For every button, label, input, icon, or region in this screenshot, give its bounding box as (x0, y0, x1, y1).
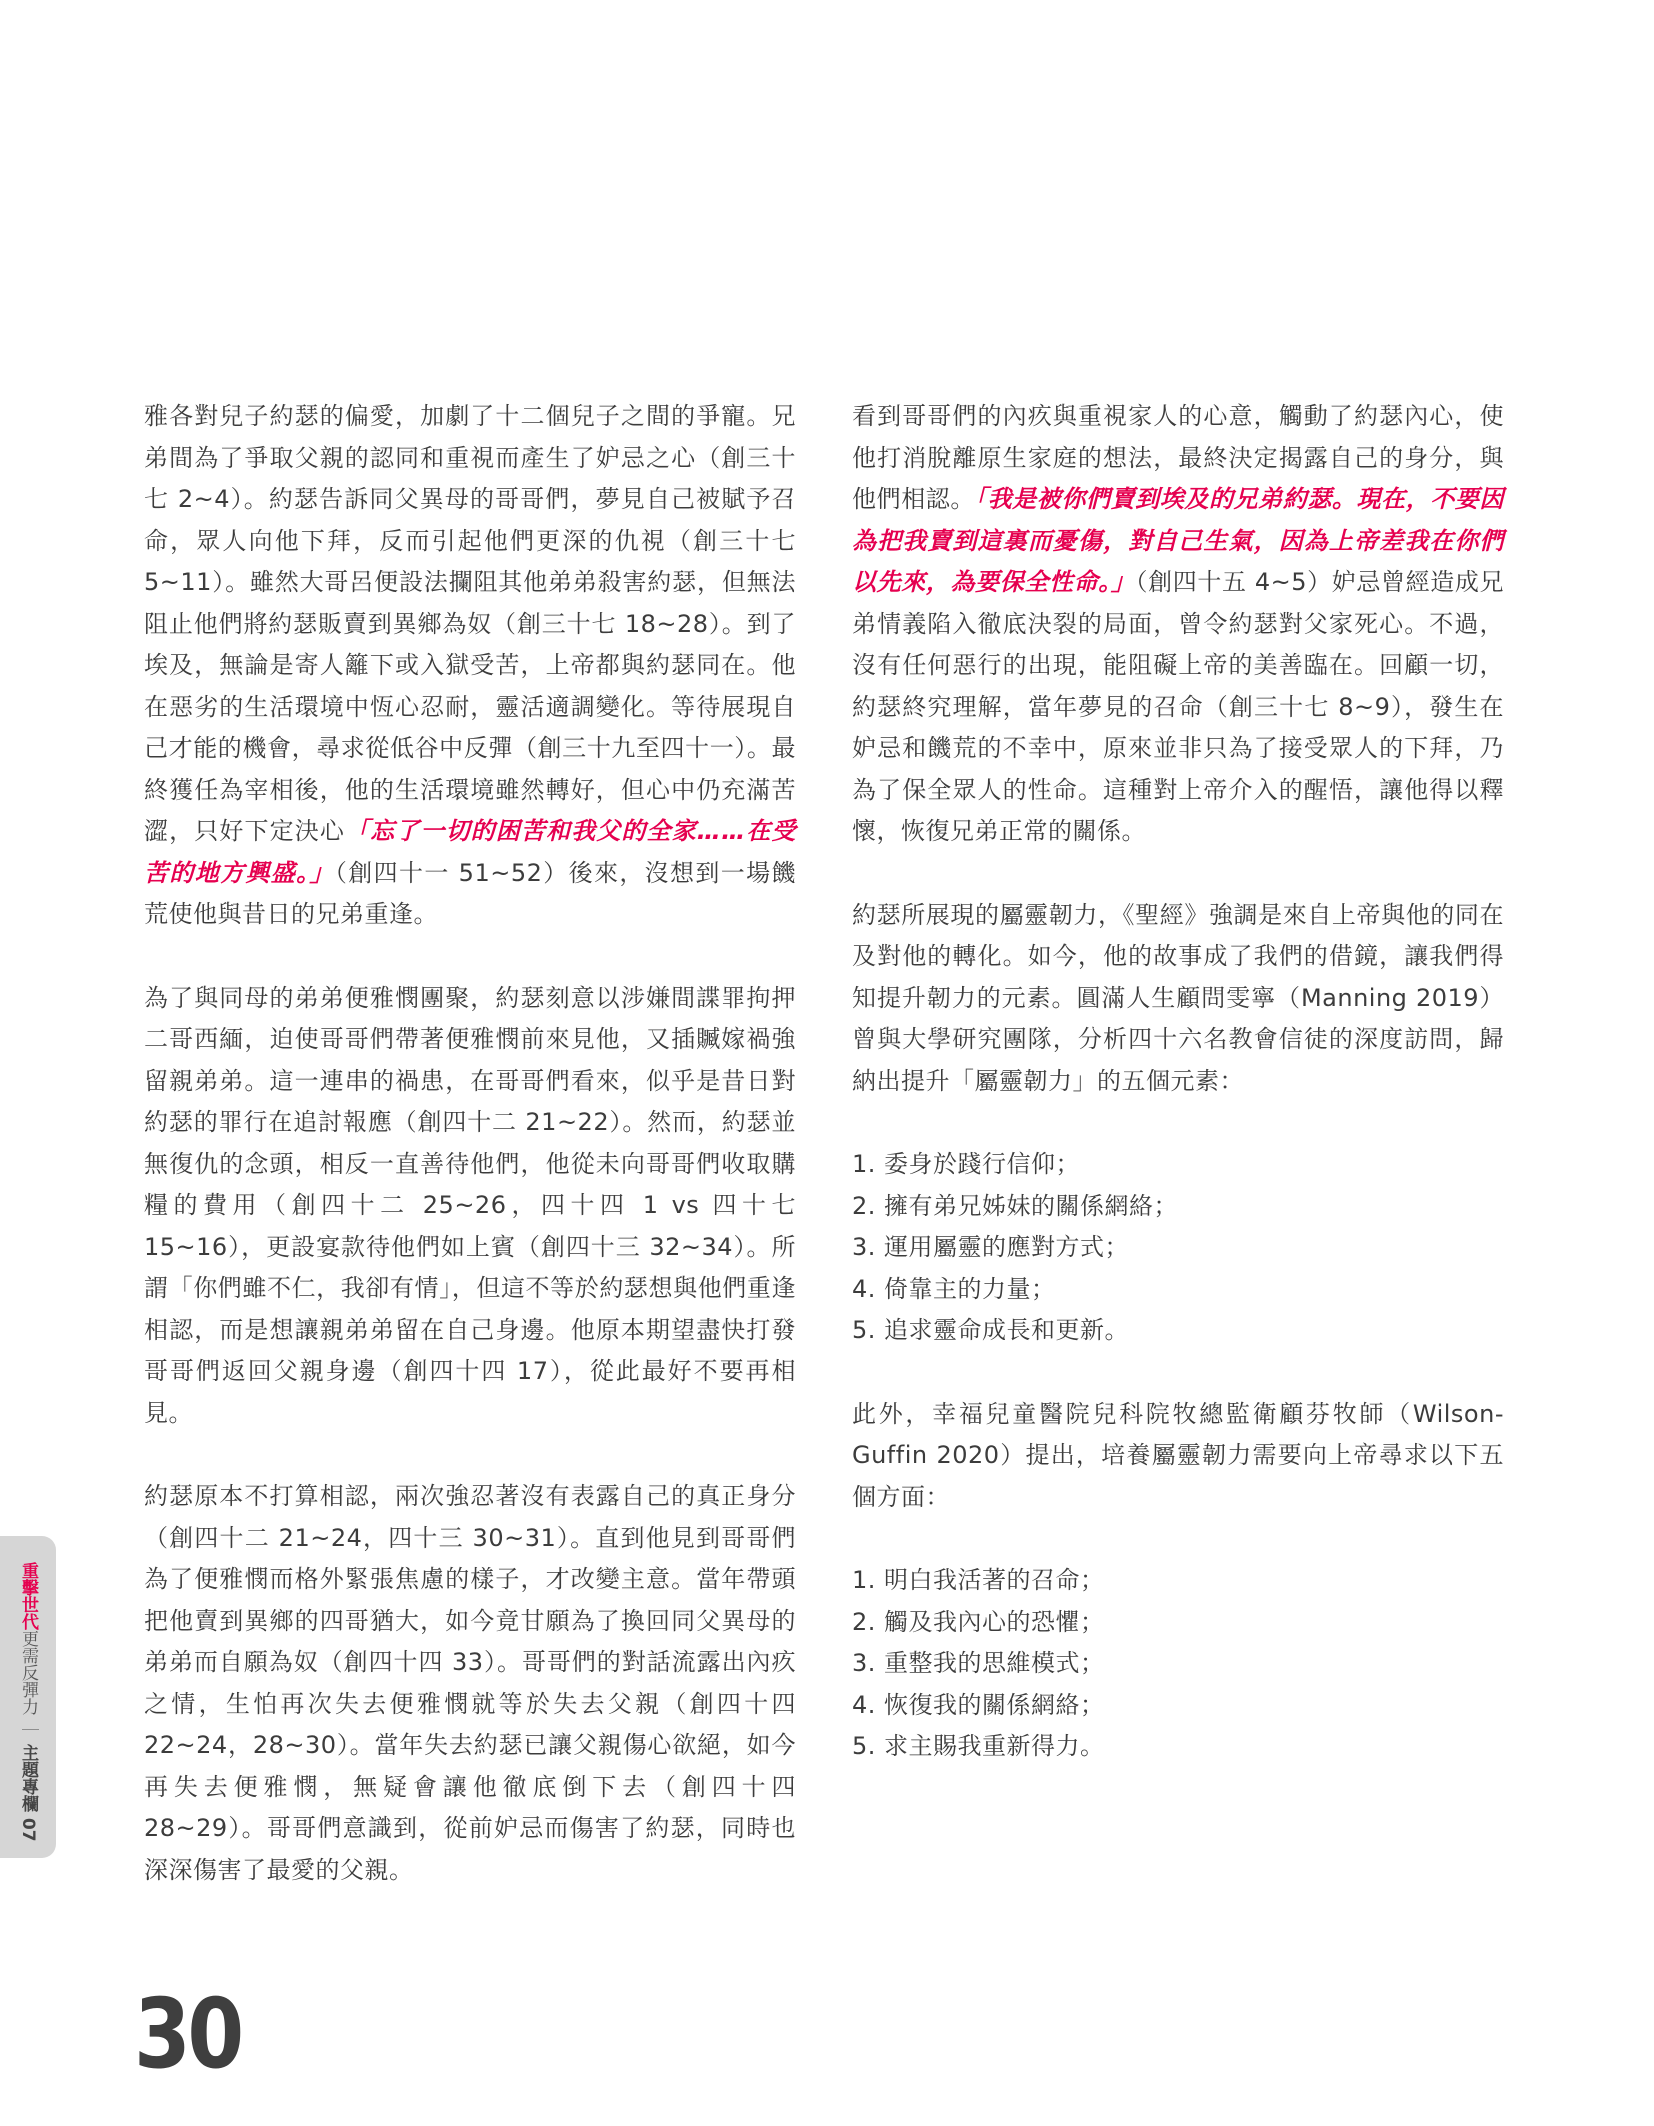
list-item: 2. 擁有弟兄姊妹的關係網絡； (852, 1191, 1179, 1220)
section-title-text: 更需反彈力 (18, 1630, 38, 1715)
text-run: 看到哥哥們的內疚與重視家人的心意，觸動了約瑟內心，使他打消脫離原生家庭的想法，最終決定揭露自己的身分，與他們相認。 (852, 402, 1504, 513)
highlight-quote: 「我是被你們賣到埃及的兄弟約瑟。現在，不要因為把我賣到這裏而憂傷，對自己生氣，因為上帝差我在你們以先來，為要保全性命。」 (852, 485, 1505, 596)
highlight-quote: 「忘了一切的困苦和我父的全家……在受苦的地方興盛。」 (144, 817, 796, 887)
list-item: 5. 追求靈命成長和更新。 (852, 1316, 1130, 1344)
column-name-text: 主題專欄 07 (18, 1744, 38, 1842)
text-run: （創四十一 51~52）後來，沒想到一場饑荒使他與昔日的兄弟重逢。 (144, 858, 796, 928)
right-paragraph-1 (852, 396, 1504, 853)
list-item: 1. 委身於踐行信仰； (852, 1150, 1081, 1178)
left-paragraph-3: 約瑟原本不打算相認，兩次強忍著沒有表露自己的真正身分（創四十二 21~24，四十三 30~31）。直到他見到哥哥們為了便雅憫而格外緊張焦慮的樣子，才改變主意。當年帶頭把他賣到異鄉的四哥猶大，如今竟甘願為了換回同父異母的弟弟而自願為奴（創四十四 33）。哥哥們的對話流露出內疚之情，生怕再次失去便雅憫就等於失去父親（創四十四 22~24，28~30）。當年失去約瑟已讓父親傷心欲絕，如今再失去便雅憫，無疑會讓他徹底倒下去（創四十四 28~29）。哥哥們意識到，從前妒忌而傷害了約瑟，同時也深深傷害了最愛的父親。 (144, 1482, 796, 1884)
text-run: 雅各對兒子約瑟的偏愛，加劇了十二個兒子之間的爭寵。兄弟間為了爭取父親的認同和重視而產生了妒忌之心（創三十七 2~4）。約瑟告訴同父異母的哥哥們，夢見自己被賦予召命，眾人向他下拜，反而引起他們更深的仇視（創三十七 5~11）。雖然大哥呂便設法攔阻其他弟弟殺害約瑟，但無法阻止他們將約瑟販賣到異鄉為奴（創三十七 18~28）。到了埃及，無論是寄人籬下或入獄受苦，上帝都與約瑟同在。他在惡劣的生活環境中恆心忍耐，靈活適調變化。等待展現自己才能的機會，尋求從低谷中反彈（創三十九至四十一）。最終獲任為宰相後，他的生活環境雖然轉好，但心中仍充滿苦澀，只好下定決心 (144, 402, 796, 845)
list-item: 3. 運用屬靈的應對方式； (852, 1233, 1130, 1261)
list-item: 2. 觸及我內心的恐懼； (852, 1607, 1105, 1636)
list-item: 1. 明白我活著的召命； (852, 1566, 1105, 1594)
left-paragraph-2: 為了與同母的弟弟便雅憫團聚，約瑟刻意以涉嫌間諜罪拘押二哥西緬，迫使哥哥們帶著便雅憫前來見他，又插贓嫁禍強留親弟弟。這一連串的禍患，在哥哥們看來，似乎是昔日對約瑟的罪行在追討報應（創四十二 21~22）。然而，約瑟並無復仇的念頭，相反一直善待他們，他從未向哥哥們收取購糧的費用（創四十二 25~26，四十四 1 vs 四十七 15~16），更設宴款待他們如上賓（創四十三 32~34）。所謂「你們雖不仁，我卻有情」，但這不等於約瑟想與他們重逢相認，而是想讓親弟弟留在自己身邊。他原本期望盡快打發哥哥們返回父親身邊（創四十四 17），從此最好不要再相見。 (144, 983, 796, 1427)
page-number: 30 (134, 1978, 241, 2090)
section-accent-text: 重擊世代 (18, 1562, 38, 1630)
list-item: 5. 求主賜我重新得力。 (852, 1732, 1105, 1760)
seek-god-aspects-list (852, 1560, 1504, 1768)
right-paragraph-3: 此外，幸福兒童醫院兒科院牧總監衛顧芬牧師（Wilson-Guffin 2020）提出，培養屬靈韌力需要向上帝尋求以下五個方面： (852, 1399, 1504, 1511)
left-paragraph-1 (144, 396, 796, 936)
right-paragraph-2: 約瑟所展現的屬靈韌力，《聖經》強調是來自上帝與他的同在及對他的轉化。如今，他的故事成了我們的借鏡，讓我們得知提升韌力的元素。圓滿人生顧問雯寧（Manning 2019）曾與大學研究團隊，分析四十六名教會信徒的深度訪問，歸納出提升「屬靈韌力」的五個元素： (852, 900, 1504, 1095)
section-separator: ｜ (18, 1721, 38, 1738)
text-run: （創四十五 4~5）妒忌曾經造成兄弟情義陷入徹底決裂的局面，曾令約瑟對父家死心。不過，沒有任何惡行的出現，能阻礙上帝的美善臨在。回顧一切，約瑟終究理解，當年夢見的召命（創三十七 8~9），發生在妒忌和饑荒的不幸中，原來並非只為了接受眾人的下拜，乃為了保全眾人的性命。這種對上帝介入的醒悟，讓他得以釋懷，恢復兄弟正常的關係。 (852, 568, 1505, 845)
side-section-label (16, 1562, 40, 1842)
left-column (144, 396, 796, 1933)
list-item: 3. 重整我的思維模式； (852, 1649, 1105, 1677)
list-item: 4. 倚靠主的力量； (852, 1274, 1056, 1303)
resilience-elements-list (852, 1144, 1504, 1352)
right-column (852, 396, 1504, 1810)
list-item: 4. 恢復我的關係網絡； (852, 1690, 1105, 1719)
